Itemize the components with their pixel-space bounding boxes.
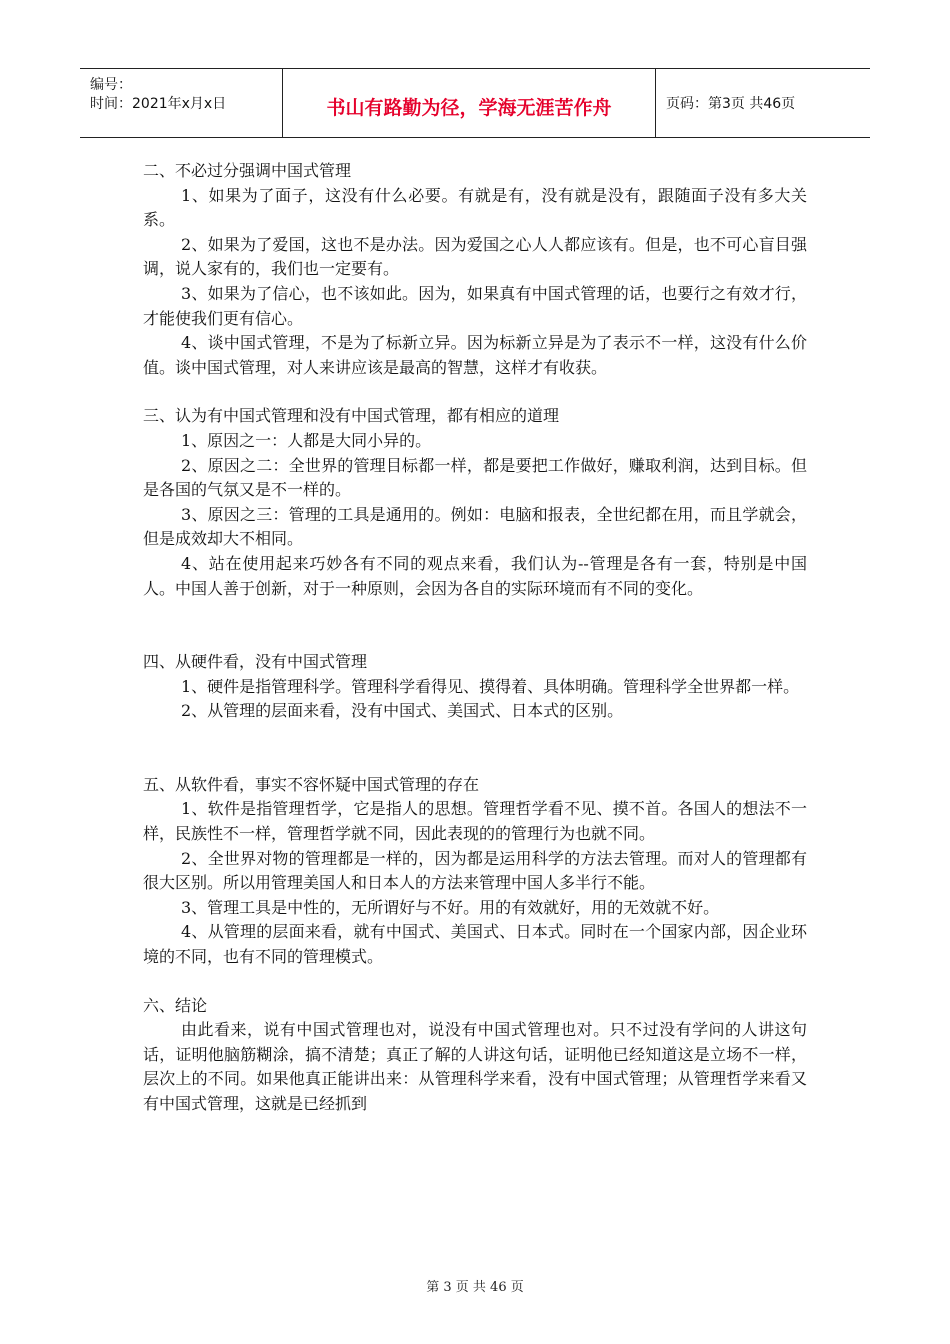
paragraph: 1、软件是指管理哲学，它是指人的思想。管理哲学看不见、摸不首。各国人的想法不一样，民族性不一样，管理哲学就不同，因此表现的的管理行为也就不同。 (143, 799, 807, 844)
header-meta-cell (80, 69, 283, 137)
paragraph: 1、硬件是指管理科学。管理科学看得见、摸得着、具体明确。管理科学全世界都一样。 (181, 676, 800, 696)
paragraph: 4、从管理的层面来看，就有中国式、美国式、日本式。同时在一个国家内部，因企业环境的不同，也有不同的管理模式。 (143, 922, 807, 967)
paragraph: 4、站在使用起来巧妙各有不同的观点来看，我们认为--管理是各有一套，特别是中国人。中国人善于创新，对于一种原则，会因为各自的实际环境而有不同的变化。 (143, 553, 807, 598)
page-footer: 第 3 页 共 46 页 (426, 1280, 524, 1295)
header-page-cell (656, 69, 870, 137)
paragraph: 2、原因之二：全世界的管理目标都一样，都是要把工作做好，赚取利润，达到目标。但是各国的气氛又是不一样的。 (143, 455, 807, 500)
paragraph: 2、从管理的层面来看，没有中国式、美国式、日本式的区别。 (181, 701, 624, 721)
paragraph: 由此看来，说有中国式管理也对，说没有中国式管理也对。只不过没有学问的人讲这句话，证明他脑筋糊涂，搞不清楚；真正了解的人讲这句话，证明他已经知道这是立场不一样，层次上的不同。如果他真正能讲出来：从管理科学来看，没有中国式管理；从管理哲学来看又有中国式管理，这就是已经抓到 (143, 1020, 807, 1113)
paragraph: 1、原因之一：人都是大同小异的。 (181, 430, 432, 450)
paragraph: 2、全世界对物的管理都是一样的，因为都是运用科学的方法去管理。而对人的管理都有很大区别。所以用管理美国人和日本人的方法来管理中国人多半行不能。 (143, 848, 807, 893)
section-heading: 五、从软件看，事实不容怀疑中国式管理的存在 (143, 774, 480, 794)
header-page-number: 页码：第3页 共46页 (666, 96, 796, 112)
section-heading: 四、从硬件看，没有中国式管理 (143, 652, 368, 672)
paragraph: 3、原因之三：管理的工具是通用的。例如：电脑和报表，全世纪都在用，而且学就会，但是成效却大不相同。 (143, 504, 807, 549)
section-heading: 六、结论 (143, 995, 208, 1015)
header-motto: 书山有路勤为径，学海无涯苦作舟 (326, 97, 612, 119)
header-table (80, 68, 870, 138)
section-heading: 二、不必过分强调中国式管理 (143, 161, 352, 180)
serial-number-label: 编号： (90, 77, 132, 93)
section-heading: 三、认为有中国式管理和没有中国式管理，都有相应的道理 (143, 406, 560, 426)
paragraph: 4、谈中国式管理，不是为了标新立异。因为标新立异是为了表示不一样，这没有什么价值。谈中国式管理，对人来讲应该是最高的智慧，这样才有收获。 (143, 333, 807, 377)
header-motto-cell (283, 69, 656, 137)
document-body (143, 159, 807, 1117)
paragraph: 3、管理工具是中性的，无所谓好与不好。用的有效就好，用的无效就不好。 (181, 897, 720, 917)
paragraph: 3、如果为了信心，也不该如此。因为，如果真有中国式管理的话，也要行之有效才行，才能使我们更有信心。 (143, 283, 807, 328)
date-label: 时间：2021年x月x日 (90, 96, 227, 112)
paragraph: 1、如果为了面子，这没有什么必要。有就是有，没有就是没有，跟随面子没有多大关系。 (143, 185, 807, 230)
paragraph: 2、如果为了爱国，这也不是办法。因为爱国之心人人都应该有。但是，也不可心盲目强调，说人家有的，我们也一定要有。 (143, 234, 807, 279)
